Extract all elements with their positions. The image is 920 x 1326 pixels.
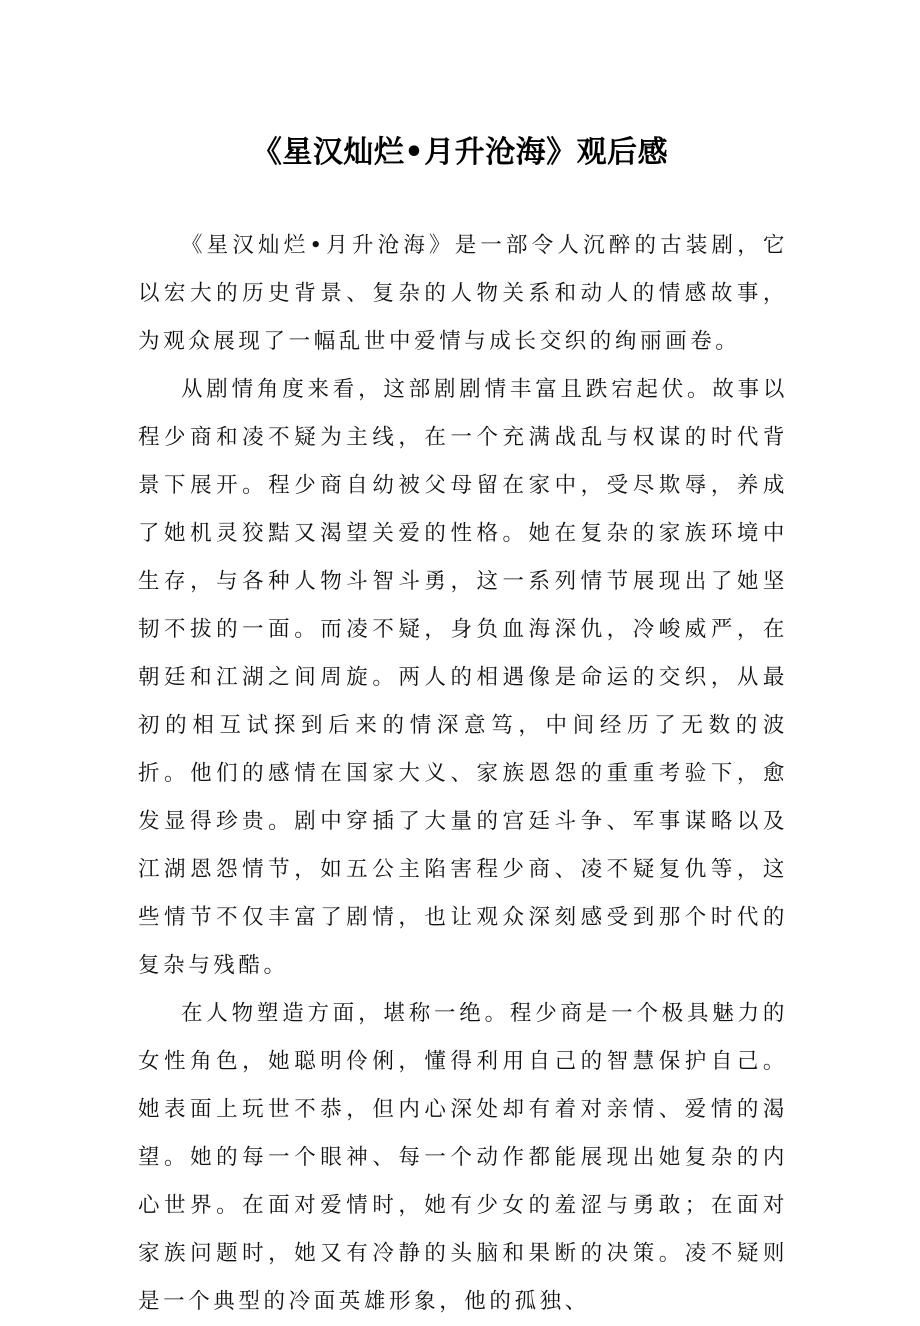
document-title: 《星汉灿烂•月升沧海》观后感 bbox=[251, 135, 669, 170]
document-body bbox=[138, 222, 788, 1326]
paragraph-plot: 从剧情角度来看，这部剧剧情丰富且跌宕起伏。故事以程少商和凌不疑为主线，在一个充满战乱与权谋的时代背景下展开。程少商自幼被父母留在家中，受尽欺辱，养成了她机灵狡黠又渴望关爱的性格。她在复杂的家族环境中生存，与各种人物斗智斗勇，这一系列情节展现出了她坚韧不拔的一面。而凌不疑，身负血海深仇，冷峻威严，在朝廷和江湖之间周旋。两人的相遇像是命运的交织，从最初的相互试探到后来的情深意笃，中间经历了无数的波折。他们的感情在国家大义、家族恩怨的重重考验下，愈发显得珍贵。剧中穿插了大量的宫廷斗争、军事谋略以及江湖恩怨情节，如五公主陷害程少商、凌不疑复仇等，这些情节不仅丰富了剧情，也让观众深刻感受到那个时代的复杂与残酷。 bbox=[138, 377, 788, 978]
paragraph-intro: 《星汉灿烂•月升沧海》是一部令人沉醉的古装剧，它以宏大的历史背景、复杂的人物关系和动人的情感故事，为观众展现了一幅乱世中爱情与成长交织的绚丽画卷。 bbox=[138, 233, 788, 354]
paragraph-characters: 在人物塑造方面，堪称一绝。程少商是一个极具魅力的女性角色，她聪明伶俐，懂得利用自己的智慧保护自己。她表面上玩世不恭，但内心深处却有着对亲情、爱情的渴望。她的每一个眼神、每一个动作都能展现出她复杂的内心世界。在面对爱情时，她有少女的羞涩与勇敢；在面对家族问题时，她又有冷静的头脑和果断的决策。凌不疑则是一个典型的冷面英雄形象，他的孤独、 bbox=[138, 1001, 788, 1314]
